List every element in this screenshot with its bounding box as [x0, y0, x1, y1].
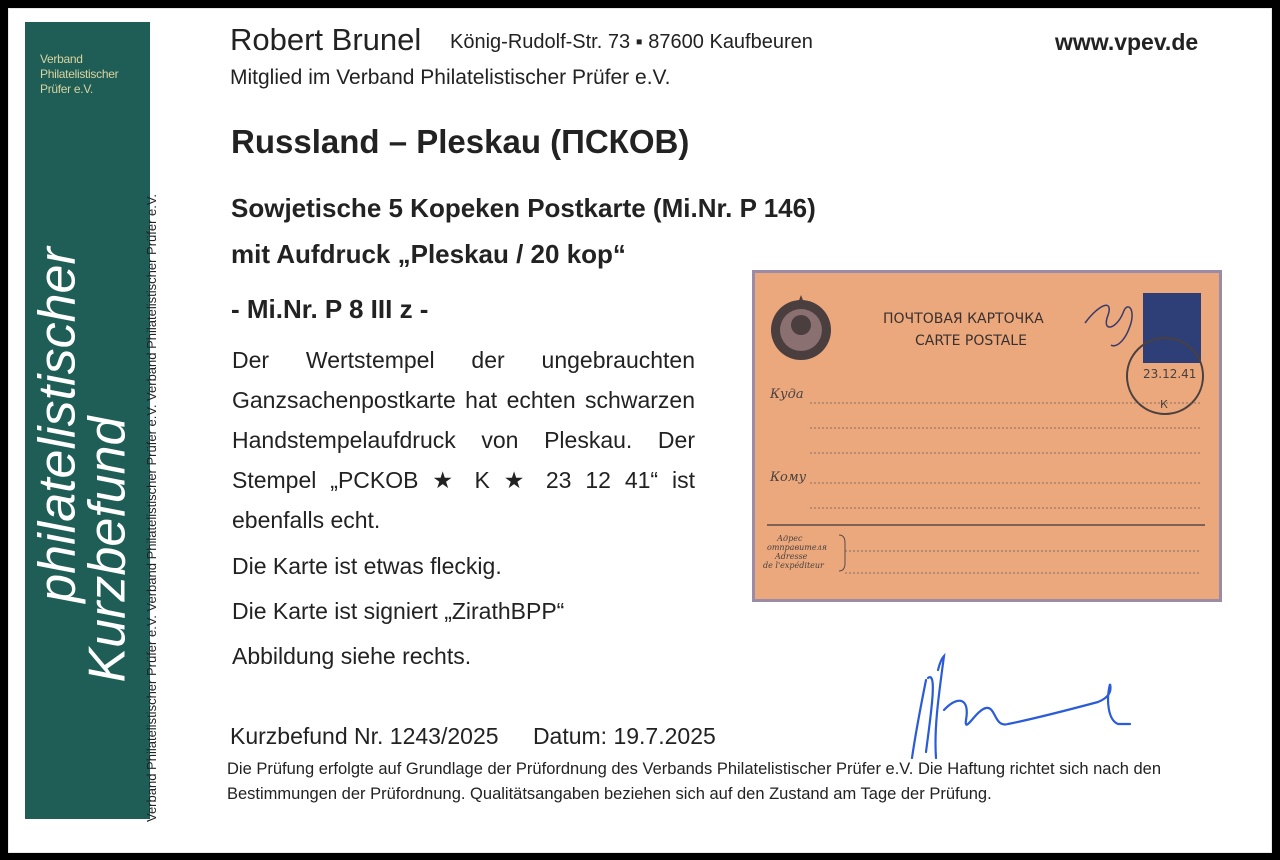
sidebar-org	[40, 52, 118, 97]
item-subtitle-2: mit Aufdruck „Pleskau / 20 kop“	[231, 239, 626, 269]
postcard-drawing	[755, 273, 1219, 599]
legal-disclaimer: Die Prüfung erfolgte auf Grundlage der Prüfordnung des Verbands Philatelistischer Prüfer e.V. Die Haftung richtet sich nach den Bestimmungen der Prüfordnung. Qualitätsangaben beziehen sich auf den Zustand am Tage der Prüfung.	[227, 760, 1162, 803]
sidebar-org-line: Prüfer e.V.	[40, 82, 93, 96]
examiner-address: König-Rudolf-Str. 73 ▪ 87600 Kaufbeuren	[450, 31, 813, 53]
sidebar-title-line2: Kurzbefund	[78, 416, 137, 683]
certificate-description: Der Wertstempel der ungebrauchten Ganzsachenpostkarte hat echten schwarzen Handstempelaufdruck von Pleskau. Der Stempel „PCKOB ★ K ★ 23 12 41“ ist ebenfalls echt.	[232, 347, 695, 533]
sender-label-line: отправителя	[767, 543, 827, 552]
overprinted-stamp	[1143, 293, 1201, 363]
postcard-heading-ru: ПОЧТОВАЯ КАРТОЧКА	[883, 311, 1044, 327]
sender-label-line: Adresse	[775, 552, 808, 561]
sender-label-line: de l'expéditeur	[763, 561, 824, 570]
sidebar-org-line: Philatelistischer	[40, 67, 119, 81]
note-signature: Die Karte ist signiert „ZirathBPP“	[232, 598, 565, 624]
sidebar-title-line1: philatelistischer	[28, 247, 87, 603]
certificate-date: Datum: 19.7.2025	[532, 723, 716, 749]
website-link[interactable]: www.vpev.de	[1055, 29, 1199, 55]
sidebar-panel	[25, 22, 150, 819]
certificate-footer	[230, 723, 744, 750]
postcard-image	[752, 270, 1222, 602]
field-to-label: Куда	[770, 387, 804, 402]
postmark-date: 23.12.41	[1143, 367, 1197, 381]
examiner-signature	[898, 640, 1138, 770]
item-subtitle-1: Sowjetische 5 Kopeken Postkarte (Mi.Nr. P 146)	[231, 193, 816, 223]
examiner-name: Robert Brunel	[230, 22, 422, 57]
catalog-number: - Mi.Nr. P 8 III z -	[231, 294, 429, 324]
vertical-association-text: Verband Philatelistischer Prüfer e.V. Verband Philatelistischer Prüfer e.V. Verband Philatelistischer Prüfer e.V.	[144, 194, 159, 822]
sidebar-org-line: Verband	[40, 52, 83, 66]
certificate-title: Russland – Pleskau (ПСКОВ)	[231, 123, 690, 160]
field-whom-label: Кому	[770, 470, 807, 485]
sender-label-line: Адрес	[777, 534, 803, 543]
postcard-heading-fr: CARTE POSTALE	[915, 333, 1027, 349]
certificate-number: Kurzbefund Nr. 1243/2025	[230, 723, 499, 749]
membership-line: Mitglied im Verband Philatelistischer Prüfer e.V.	[230, 66, 671, 89]
postmark-letter: К	[1160, 398, 1168, 411]
note-illustration: Abbildung siehe rechts.	[232, 643, 472, 669]
note-condition: Die Karte ist etwas fleckig.	[232, 553, 502, 579]
sidebar-title	[28, 118, 143, 793]
